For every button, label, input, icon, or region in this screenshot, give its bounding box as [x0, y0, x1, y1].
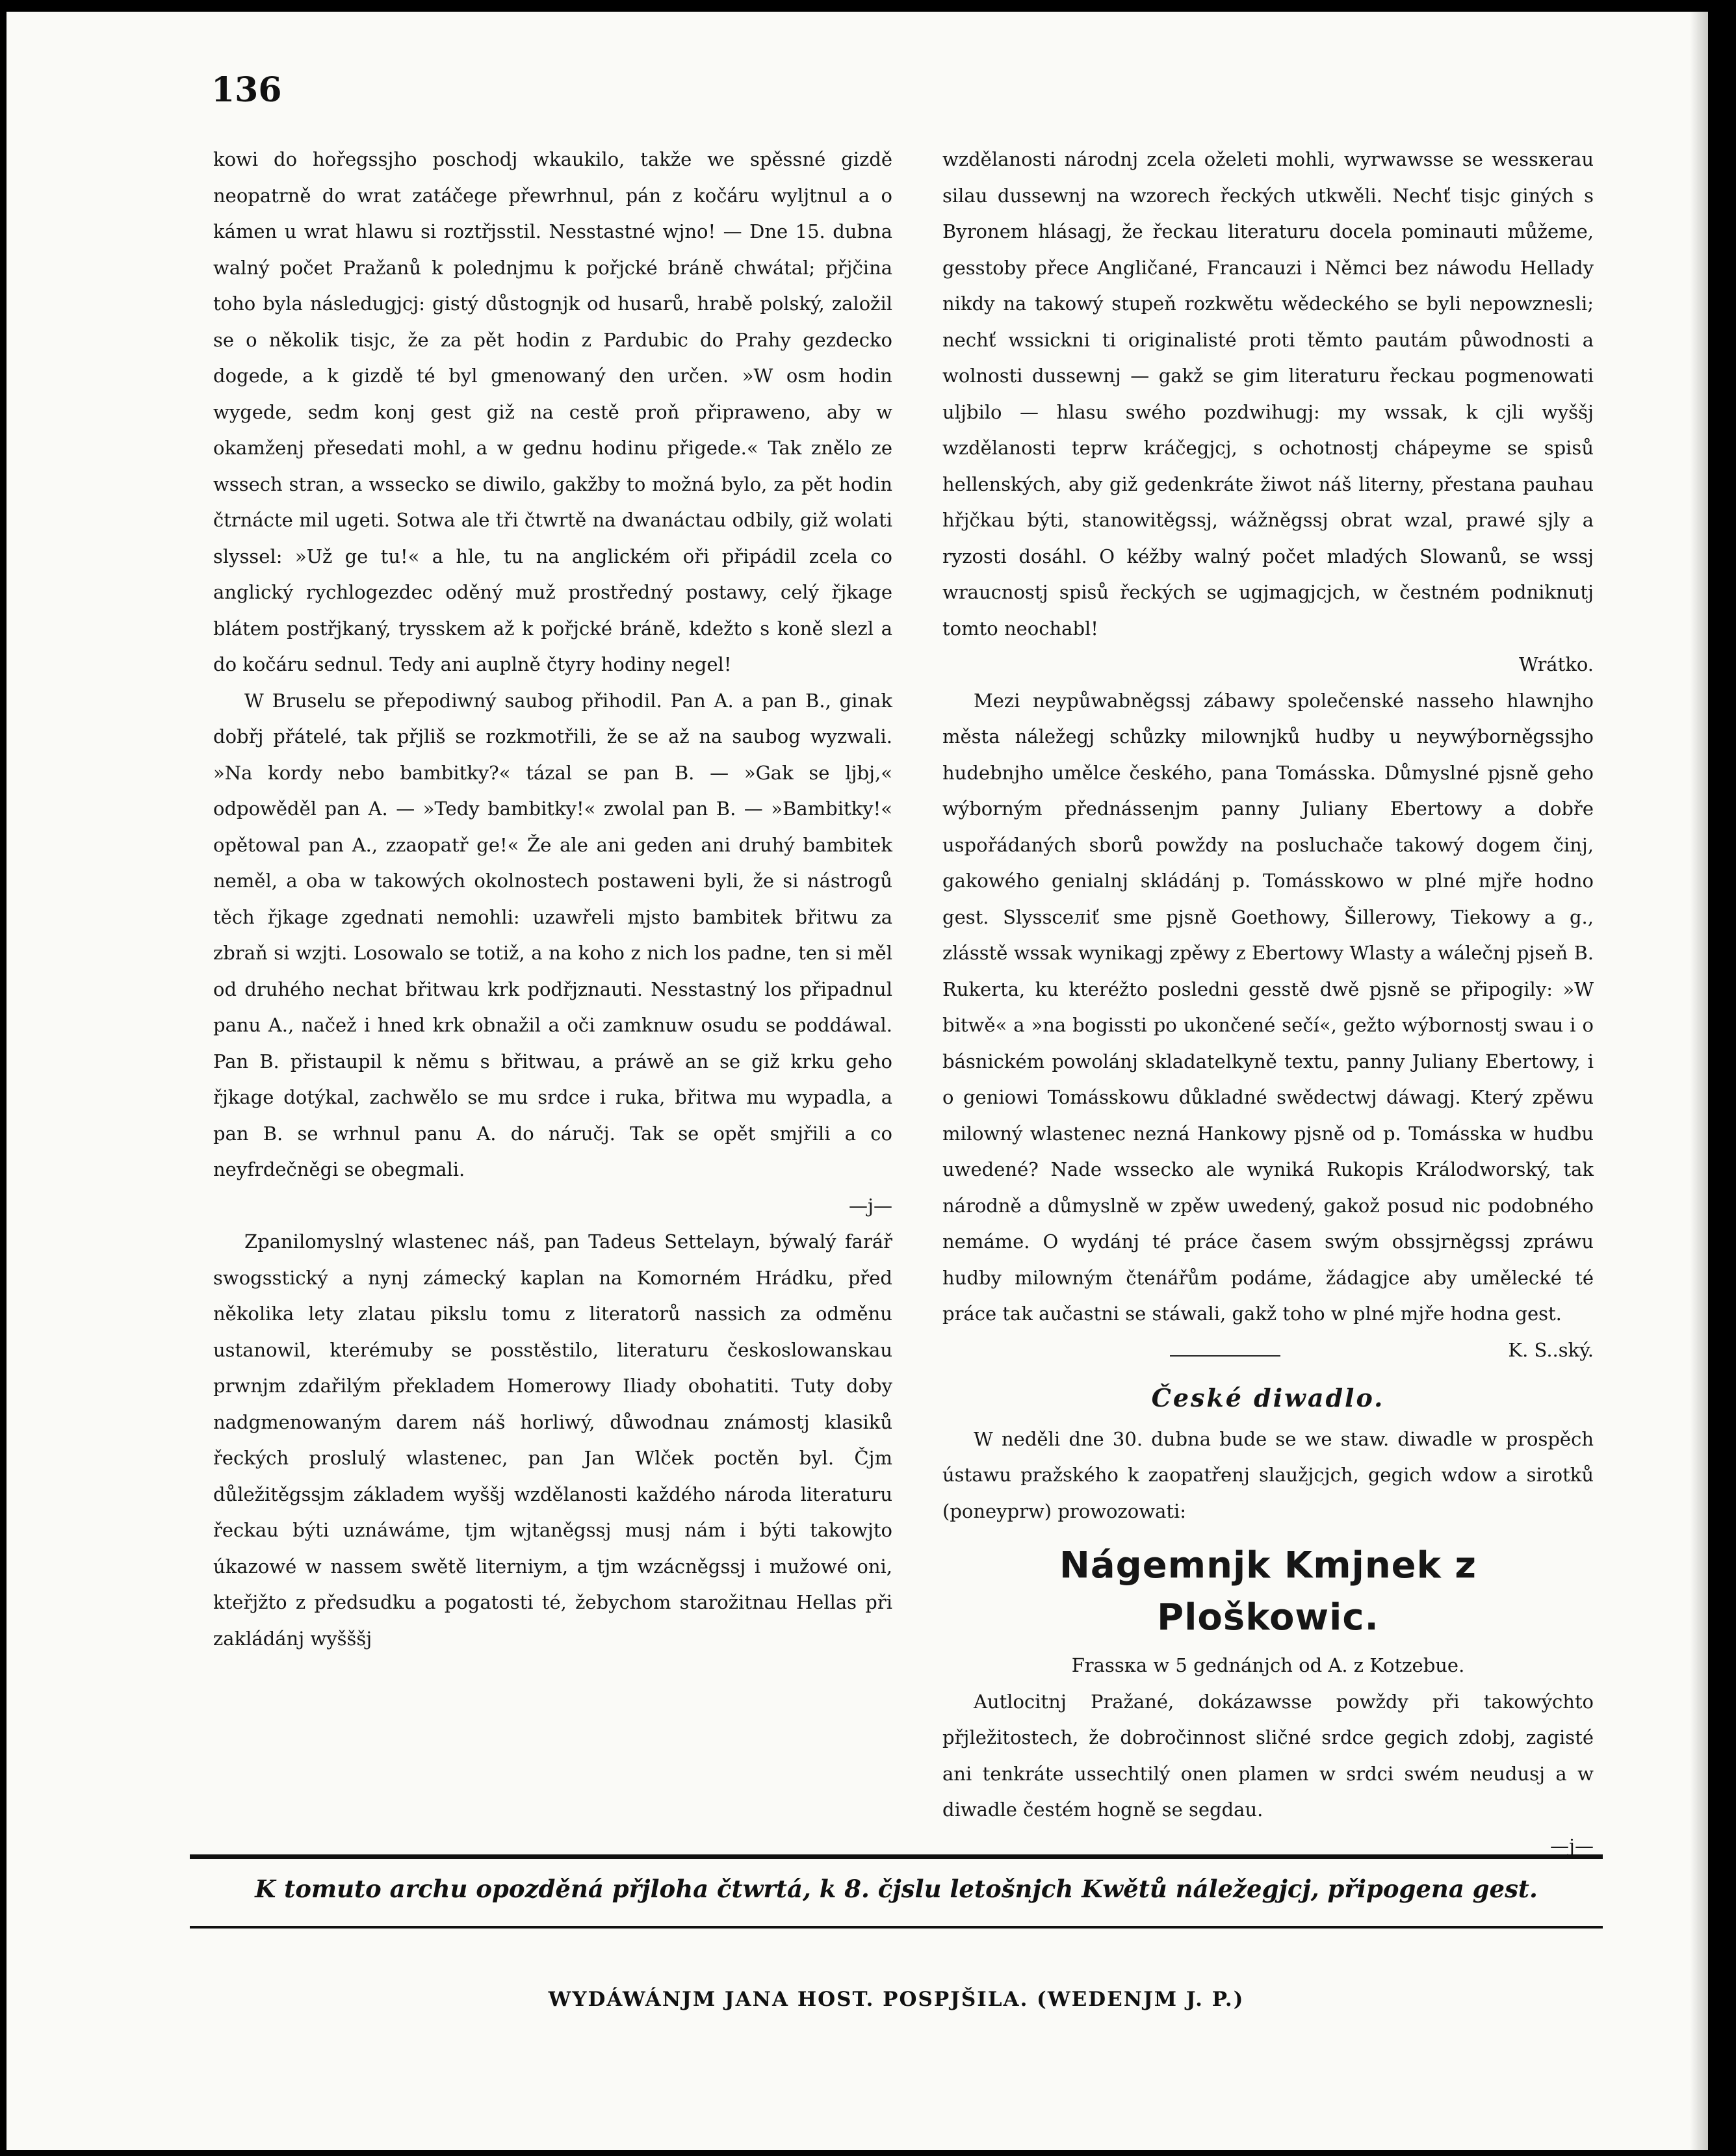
left-paragraph-1: kowi do hořegssjho poschodj wkaukilo, takže we spěssné gizdě neopatrně do wrat zatáčege přewrhnul, pán z kočáru wyljtnul a o kámen u wrat hlawu si roztřjsstil. Nesstastné wjno! — Dne 15. dubna walný počet Pražanů k polednjmu k pořjcké bráně chwátal; přjčina toho byla následugjcj: gistý důstognjk od husarů, hrabě polský, založil se o několik tisjc, že za pět hodin z Pardubic do Prahy gezdeckо dogede, a k gizdě té byl gmenowaný den určen. »W osm hodin wygede, sedm konj gest giž na cestě proň připraweno, aby w okamženj přesedati mohl, a w gednu hodinu přigede.« Tak znělo ze wssech stran, a wssecko se diwilo, gakžby to možná bylo, za pět hodin čtrnácte mil ugeti. Sotwa ale tři čtwrtě na dwanáctau odbily, giž wolati slyssel: »Už ge tu!« a hle, tu na anglickém oři připádil zcela co anglický rychlogezdec oděný muž prostředný postawy, celý řjkage blátem postřjkaný, trysskem až k pořjcké bráně, kdežto s koně slezl a do kočáru sednul. Tedy ani auplně čtyry hodiny negel! — [213, 148, 892, 675]
theatre-heading: České diwadlo. — [1151, 1383, 1385, 1412]
newspaper-page — [6, 12, 1708, 2150]
bottom-rule-lower — [190, 1926, 1603, 1929]
short-divider — [1170, 1355, 1280, 1357]
right-paragraph-4: Autlocitnj Pražané, dokázawsse powždy při takowýchto přjležitostech, že dobročinnost sličné srdce gegich zdobj, zagisté ani tenkráte ussechtilý onen plamen w srdci swém neudusj a w diwadle čestém hogně se segdau. — [942, 1690, 1594, 1821]
right-paragraph-3: W neděli dne 30. dubna bude se we staw. diwadle w prospěch ústawu pražského k zaopatřenj slaužjcjch, gegich wdow a sirotků (poneyprw) prowozowati: — [942, 1427, 1594, 1522]
page-number: 136 — [211, 70, 282, 110]
right-signature-2: K. S..ský. — [1508, 1338, 1594, 1361]
right-paragraph-2: Mezi neypůwabněgssj zábawy společenské nasseho hlawnjho města náležegj schůzky milownjků hudby u neywýborněgssjho hudebnjho umělce českého, pana Tomásska. Důmyslné pjsně geho wýborným přednássenjm panny Juliany Ebertowy a dobře uspořádaných sborů powždy na posluchače takowý dogem činj, gakowého genialnj skládánj p. Tomásskowo w plné mjře hodno gest. Slyssселiť sme pjsně Goethowy, Šillerowy, Tiekowy a g., zlásstě wssak wynikagj zpěwy z Ebertowy Wlasty a wálečnj pjseň B. Rukerta, ku kteréžto posledni gesstě dwě pjsně se připogily: »W bitwě« a »na bogissti po ukončené sečí«, gežto wýbornostj swau i o básnickém powolánj skladatelkyně textu, panny Juliany Ebertowy, i o geniowi Tomásskowu důkladné swědectwj dáwagj. Který zpěwu milowný wlastenec nezná Hankowy pjsně od p. Tomásska w hudbu uwedené? Nade wssecko ale wyniká Rukopis Králodworský, tak národně a důmyslně w zpěw uwedený, gakož posud nic podobného nemáme. O wydánj té práce časem swým obssjrněgssj zpráwu hudby milowným čtenářům podáme, žádagjce aby umělecké té práce tak aučastni se stáwali, gakž toho w plné mjře hodna gest. — [942, 689, 1594, 1325]
right-column — [942, 142, 1594, 1864]
page-edge-shadow — [1690, 12, 1708, 2150]
right-paragraph-1: wzdělanosti národnj zcela oželeti mohli, wyrwawsse se wessкerau silau dussewnj na wzorech řeckých utkwěli. Nechť tisjc giných s Byronem hlásagj, že řeckau literaturu docela pominauti můžeme, gesstoby přece Angličané, Francauzi i Němci bez náwodu Hellady nikdy na takowý stupeň rozkwětu wědeckého se byli nepowznesli; nechť wssickni ti originalisté proti těmto pautám půwodnosti a wolnosti dussewnj — gakž se gim literaturu řeckau pogmenowati uljbilo — hlasu swého pozdwihugj: my wssak, k cjli wyššj wzdělanosti teprw kráčegjcj, s ochotnostj chápeyme se spisů hellenských, aby giž gedenkráte žiwot náš literny, přestana pauhau hřjčkau býti, stanowitěgssj, wážněgssj obrat wzal, prawé sjly a ryzosti dosáhl. O kéžby walný počet mladých Slowanů, se wssj wraucnostj spisů řeckých se ugjmagjcjch, w čestném podniknutj tomto neochabl! — [942, 148, 1594, 640]
right-signature-3: —j— — [1550, 1834, 1594, 1857]
imprint: WYDÁWÁNJM JANA HOST. POSPJŠILA. (WEDENJM J. P.) — [548, 1988, 1245, 2011]
left-paragraph-3: Zpanilomyslný wlastenec náš, pan Tadeus Settelayn, býwalý farář swogsstický a nynj zámecký kaplan na Komorném Hrádku, před několika lety zlatau pikslu tomu z literatorů nassich za odměnu ustanowil, kterémuby se posstěstilo, literaturu českoslowanskau prwnjm zdařilým překladem Homerowy Iliady obohatiti. Tuty doby nadgmenowaným darem náš horliwý, důwodnau známostj klasiků řeckých proslulý wlastenec, pan Jan Wlček poctěn byl. Čjm důležitěgssjm základem wyššj wzdělanosti každého národa literaturu řeckau býti uznáwáme, tjm wjtaněgssj musj nám i býti takowjto úkazowé w nassem swětě literniym, a tjm wzácněgssj i mužowé oni, kteřjžto z předsudku a pogatosti té, žebychom starožitnau Hellas při zakládánj wyšššj — [213, 1230, 892, 1650]
left-paragraph-2: W Bruselu se přepodiwný saubog přihodil. Pan A. a pan B., ginak dobřj přátelé, tak přjliš se rozkmotřili, že se až na saubog wyzwali. »Na kordy nebo bambitky?« tázal se pan B. — »Gak se ljbj,« odpowěděl pan A. — »Tedy bambitky!« zwolal pan B. — »Bambitky!« opětowal pan A., zzaopatř ge!« Že ale ani geden ani druhý bambitek neměl, a oba w takowých okolnostech postaweni byli, že si nástrogů těch řjkage zgednati nemohli: uzawřeli mjsto bambitek břitwu za zbraň si wzjti. Losowalo se totiž, a na koho z nich los padne, ten si měl od druhého nechat břitwau krk podřjznauti. Nesstastný los připadnul panu A., načež i hned krk obnažil a oči zamknuw osudu se poddáwal. Pan B. přistaupil k němu s břitwau, a práwě an se giž krku geho řjkage dotýkal, zachwělo se mu srdce i ruka, břitwa mu wypadla, a pan B. se wrhnul panu A. do náručj. Tak se opět smjřili a co neyfrdečněgi se obegmali. — [213, 689, 892, 1180]
right-signature-row — [942, 1332, 1594, 1369]
footnote: K tomuto archu opozděná přjloha čtwrtá, k 8. čjslu letošnjch Kwětů náležegjcj, připogena gest. — [255, 1875, 1538, 1903]
play-subtitle: Frassкa w 5 gednánjch od A. z Kotzebue. — [1071, 1654, 1465, 1676]
left-signature-1: —j— — [849, 1194, 892, 1217]
left-column — [213, 142, 892, 1657]
play-title: Nágemnjk Kmjnek z Ploškowic. — [1059, 1544, 1477, 1639]
bottom-rule — [190, 1854, 1603, 1859]
right-signature-1: Wrátko. — [1518, 653, 1594, 675]
